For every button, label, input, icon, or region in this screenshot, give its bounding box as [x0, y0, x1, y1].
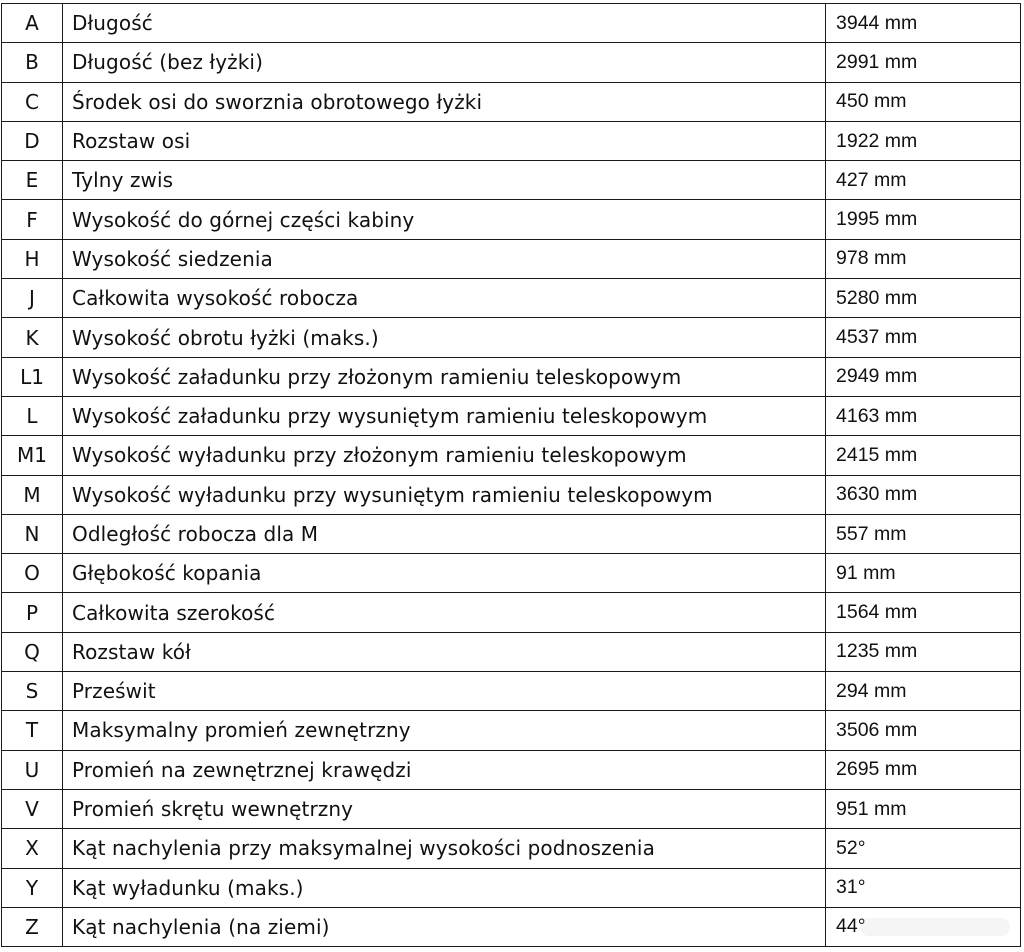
table-row — [2, 43, 1021, 82]
dimension-code: C — [2, 82, 63, 121]
dimension-label: Środek osi do sworznia obrotowego łyżki — [63, 82, 826, 121]
dimension-code: T — [2, 711, 63, 750]
dimension-label: Kąt wyładunku (maks.) — [63, 868, 826, 907]
dimension-code: P — [2, 593, 63, 632]
dimension-code: K — [2, 318, 63, 357]
dimension-label: Promień skrętu wewnętrzny — [63, 789, 826, 828]
dimension-code: O — [2, 554, 63, 593]
dimension-label: Tylny zwis — [63, 161, 826, 200]
dimension-label: Rozstaw kół — [63, 632, 826, 671]
dimension-code: X — [2, 829, 63, 868]
watermark — [860, 918, 1010, 936]
dimension-value: 2949 mm — [826, 357, 1021, 396]
dimension-code: L — [2, 396, 63, 435]
dimension-label: Promień na zewnętrznej krawędzi — [63, 750, 826, 789]
dimension-code: D — [2, 121, 63, 160]
table-row — [2, 239, 1021, 278]
dimension-label: Odległość robocza dla M — [63, 514, 826, 553]
table-row — [2, 357, 1021, 396]
dimension-value: 3630 mm — [826, 475, 1021, 514]
dimensions-table — [1, 3, 1021, 947]
table-row — [2, 593, 1021, 632]
dimension-label: Wysokość załadunku przy wysuniętym ramieniu teleskopowym — [63, 396, 826, 435]
dimensions-table-body — [2, 4, 1021, 947]
table-row — [2, 789, 1021, 828]
dimension-code: M — [2, 475, 63, 514]
dimension-value: 5280 mm — [826, 279, 1021, 318]
dimension-code: Y — [2, 868, 63, 907]
dimension-value: 4537 mm — [826, 318, 1021, 357]
table-row — [2, 475, 1021, 514]
dimension-value: 1564 mm — [826, 593, 1021, 632]
dimension-value: 2415 mm — [826, 436, 1021, 475]
dimension-value: 951 mm — [826, 789, 1021, 828]
dimension-value: 1995 mm — [826, 200, 1021, 239]
dimension-code: F — [2, 200, 63, 239]
dimension-code: U — [2, 750, 63, 789]
dimension-label: Wysokość wyładunku przy złożonym ramieniu teleskopowym — [63, 436, 826, 475]
dimension-label: Kąt nachylenia (na ziemi) — [63, 907, 826, 946]
dimension-label: Długość (bez łyżki) — [63, 43, 826, 82]
dimension-code: L1 — [2, 357, 63, 396]
dimension-value: 52° — [826, 829, 1021, 868]
dimension-code: Z — [2, 907, 63, 946]
dimension-value: 557 mm — [826, 514, 1021, 553]
dimension-code: M1 — [2, 436, 63, 475]
dimension-value: 2991 mm — [826, 43, 1021, 82]
dimension-code: E — [2, 161, 63, 200]
dimension-value: 44° — [826, 907, 1021, 946]
dimension-code: S — [2, 672, 63, 711]
dimension-label: Głębokość kopania — [63, 554, 826, 593]
dimension-value: 3506 mm — [826, 711, 1021, 750]
table-row — [2, 4, 1021, 43]
dimension-value: 1922 mm — [826, 121, 1021, 160]
table-row — [2, 82, 1021, 121]
dimension-code: H — [2, 239, 63, 278]
table-row — [2, 200, 1021, 239]
dimension-label: Wysokość obrotu łyżki (maks.) — [63, 318, 826, 357]
dimension-label: Wysokość siedzenia — [63, 239, 826, 278]
dimension-label: Długość — [63, 4, 826, 43]
dimension-label: Wysokość wyładunku przy wysuniętym ramieniu teleskopowym — [63, 475, 826, 514]
dimension-label: Całkowita wysokość robocza — [63, 279, 826, 318]
table-row — [2, 711, 1021, 750]
dimension-value: 978 mm — [826, 239, 1021, 278]
dimension-value: 2695 mm — [826, 750, 1021, 789]
dimension-label: Prześwit — [63, 672, 826, 711]
table-row — [2, 396, 1021, 435]
dimension-value: 1235 mm — [826, 632, 1021, 671]
dimension-label: Rozstaw osi — [63, 121, 826, 160]
dimension-value: 4163 mm — [826, 396, 1021, 435]
table-row — [2, 161, 1021, 200]
dimension-value: 427 mm — [826, 161, 1021, 200]
table-row — [2, 672, 1021, 711]
dimension-value: 3944 mm — [826, 4, 1021, 43]
table-row — [2, 554, 1021, 593]
dimension-code: N — [2, 514, 63, 553]
dimension-label: Wysokość załadunku przy złożonym ramieniu teleskopowym — [63, 357, 826, 396]
dimension-code: V — [2, 789, 63, 828]
table-row — [2, 436, 1021, 475]
table-row — [2, 279, 1021, 318]
dimension-code: J — [2, 279, 63, 318]
table-row — [2, 632, 1021, 671]
table-row — [2, 514, 1021, 553]
table-row — [2, 829, 1021, 868]
dimension-code: Q — [2, 632, 63, 671]
dimension-value: 31° — [826, 868, 1021, 907]
table-row — [2, 318, 1021, 357]
dimension-label: Całkowita szerokość — [63, 593, 826, 632]
dimension-label: Maksymalny promień zewnętrzny — [63, 711, 826, 750]
dimension-value: 91 mm — [826, 554, 1021, 593]
table-row — [2, 750, 1021, 789]
dimension-code: B — [2, 43, 63, 82]
table-row — [2, 868, 1021, 907]
dimension-label: Wysokość do górnej części kabiny — [63, 200, 826, 239]
dimension-label: Kąt nachylenia przy maksymalnej wysokości podnoszenia — [63, 829, 826, 868]
dimension-value: 294 mm — [826, 672, 1021, 711]
table-row — [2, 121, 1021, 160]
dimension-code: A — [2, 4, 63, 43]
dimension-value: 450 mm — [826, 82, 1021, 121]
